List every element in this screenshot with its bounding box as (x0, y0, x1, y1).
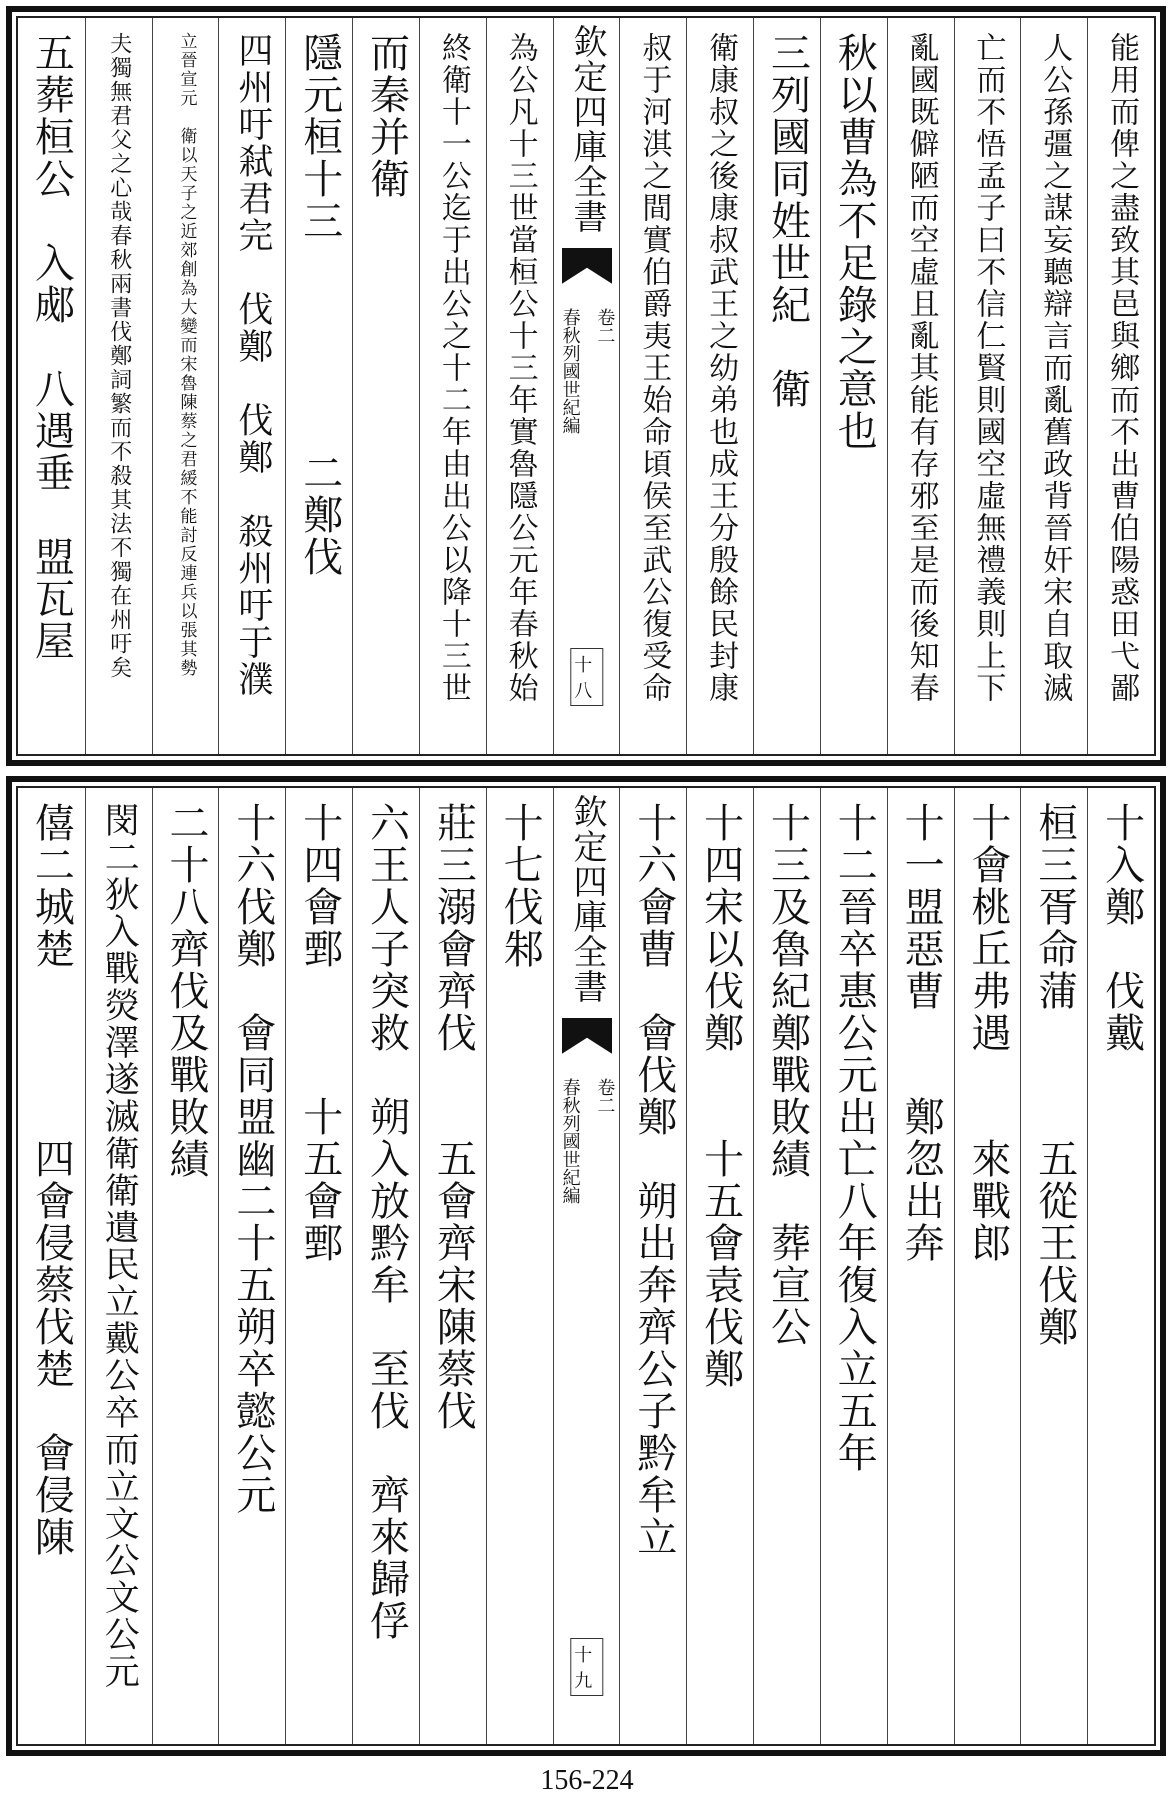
bottom-column-text: 六王人子突救 朔入放黔牟 至伐 齊來歸俘 (363, 802, 410, 1642)
bottom-page-panel (6, 776, 1166, 1756)
bottom-text-column (1087, 788, 1155, 1744)
top-text-column (753, 18, 821, 754)
top-text-column (18, 18, 85, 754)
top-text-column (820, 18, 888, 754)
top-column-text: 秋以曹為不足錄之意也 (831, 32, 878, 452)
top-column-text: 叔于河淇之間實伯爵夷王始命頃侯至武公復受命 (636, 32, 672, 704)
bottom-column-text: 閔二狄入戰熒澤遂滅衛衛遺民立戴公卒而立文公文公元 (99, 802, 140, 1690)
top-column-text: 隱元桓十三 二鄭伐 (296, 32, 343, 578)
bottom-column-text: 十會桃丘弗遇 來戰郎 (964, 802, 1011, 1264)
bottom-column-text: 十六會曹 會伐鄭 朔出奔齊公子黔牟立 (630, 802, 677, 1558)
top-gutter-volume: 卷二 (594, 308, 616, 344)
bottom-fishtail-mark (562, 1018, 613, 1054)
top-fishtail-mark (562, 248, 613, 284)
top-gutter-title: 欽定四庫全書 (566, 24, 607, 234)
top-page-frame (16, 16, 1156, 756)
top-text-column (1087, 18, 1155, 754)
top-text-column (152, 18, 220, 754)
top-column-text: 四州吁弒君完 伐鄭 伐鄭 殺州吁于濮 (232, 32, 273, 698)
top-column-text: 立晉宣元 衛以天子之近郊創為大變而宋魯陳蔡之君緩不能討反連兵以張其勢 (176, 32, 197, 678)
bottom-text-column (85, 788, 153, 1744)
top-column-text: 亡而不悟孟子曰不信仁賢則國空虛無禮義則上下 (970, 32, 1006, 704)
top-column-text: 能用而俾之盡致其邑與鄉而不出曹伯陽惑田弋鄙 (1104, 32, 1140, 704)
bottom-text-column (887, 788, 955, 1744)
top-column-text: 終衛十一公迄于出公之十二年由出公以降十三世 (435, 32, 471, 704)
top-column-text: 五葬桓公 入郕 八遇垂 盟瓦屋 (28, 32, 75, 662)
top-gutter (553, 18, 621, 754)
top-column-text: 為公凡十三世當桓公十三年實魯隱公元年春秋始 (502, 32, 538, 704)
bottom-column-text: 十入鄭 伐戴 (1098, 802, 1145, 1054)
top-gutter-leaf-number: 十八 (570, 648, 603, 706)
top-page-panel (6, 6, 1166, 766)
top-column-text: 人公孫彊之謀妄聽辯言而亂舊政背晉奸宋自取滅 (1037, 32, 1073, 704)
bottom-column-text: 莊三溺會齊伐 五會齊宋陳蔡伐 (430, 802, 477, 1432)
bottom-text-column (619, 788, 687, 1744)
bottom-text-column (820, 788, 888, 1744)
top-text-column (419, 18, 487, 754)
top-text-column (686, 18, 754, 754)
top-column-text: 而秦并衛 (363, 32, 410, 200)
bottom-text-column (152, 788, 220, 1744)
bottom-gutter-title: 欽定四庫全書 (566, 794, 607, 1004)
bottom-gutter-volume: 卷二 (594, 1078, 616, 1114)
top-text-column (85, 18, 153, 754)
top-text-column (887, 18, 955, 754)
bottom-column-text: 桓三胥命蒲 五從王伐鄭 (1031, 802, 1078, 1348)
bottom-page-frame (16, 786, 1156, 1746)
bottom-column-text: 十四宋以伐鄭 十五會袁伐鄭 (697, 802, 744, 1390)
bottom-text-column (419, 788, 487, 1744)
top-gutter-book-title: 春秋列國世紀編 (559, 308, 581, 434)
bottom-text-column (1020, 788, 1088, 1744)
bottom-column-text: 十三及魯紀鄭戰敗績 葬宣公 (764, 802, 811, 1348)
bottom-gutter-book-title: 春秋列國世紀編 (559, 1078, 581, 1204)
bottom-column-text: 僖二城楚 四會侵蔡伐楚 會侵陳 (28, 802, 75, 1558)
bottom-column-text: 十二晉卒惠公元出亡八年復入立五年 (831, 802, 878, 1474)
top-text-column (486, 18, 554, 754)
top-column-text: 亂國既僻陋而空虛且亂其能有存邪至是而後知春 (903, 32, 939, 704)
bottom-text-column (486, 788, 554, 1744)
bottom-text-column (954, 788, 1022, 1744)
bottom-gutter (553, 788, 621, 1744)
top-text-column (352, 18, 420, 754)
bottom-text-column (18, 788, 85, 1744)
bottom-text-column (285, 788, 353, 1744)
bottom-gutter-leaf-number: 十九 (570, 1638, 603, 1696)
bottom-column-text: 十七伐邾 (497, 802, 544, 970)
top-column-text: 夫獨無君父之心哉春秋兩書伐鄭詞繁而不殺其法不獨在州吁矣 (106, 32, 132, 680)
top-text-column (619, 18, 687, 754)
bottom-text-column (753, 788, 821, 1744)
bottom-text-column (686, 788, 754, 1744)
top-column-text: 三列國同姓世紀 衛 (764, 32, 811, 410)
bottom-column-text: 十六伐鄭 會同盟幽二十五朔卒懿公元 (229, 802, 276, 1516)
bottom-text-column (218, 788, 286, 1744)
bottom-column-text: 二十八齊伐及戰敗績 (163, 802, 210, 1180)
top-text-column (954, 18, 1022, 754)
top-text-column (285, 18, 353, 754)
bottom-column-text: 十一盟惡曹 鄭忽出奔 (898, 802, 945, 1264)
page-number: 156-224 (540, 1765, 634, 1796)
top-column-text: 衛康叔之後康叔武王之幼弟也成王分殷餘民封康 (703, 32, 739, 704)
bottom-column-text: 十四會鄄 十五會鄄 (296, 802, 343, 1264)
top-text-column (218, 18, 286, 754)
bottom-text-column (352, 788, 420, 1744)
top-text-column (1020, 18, 1088, 754)
